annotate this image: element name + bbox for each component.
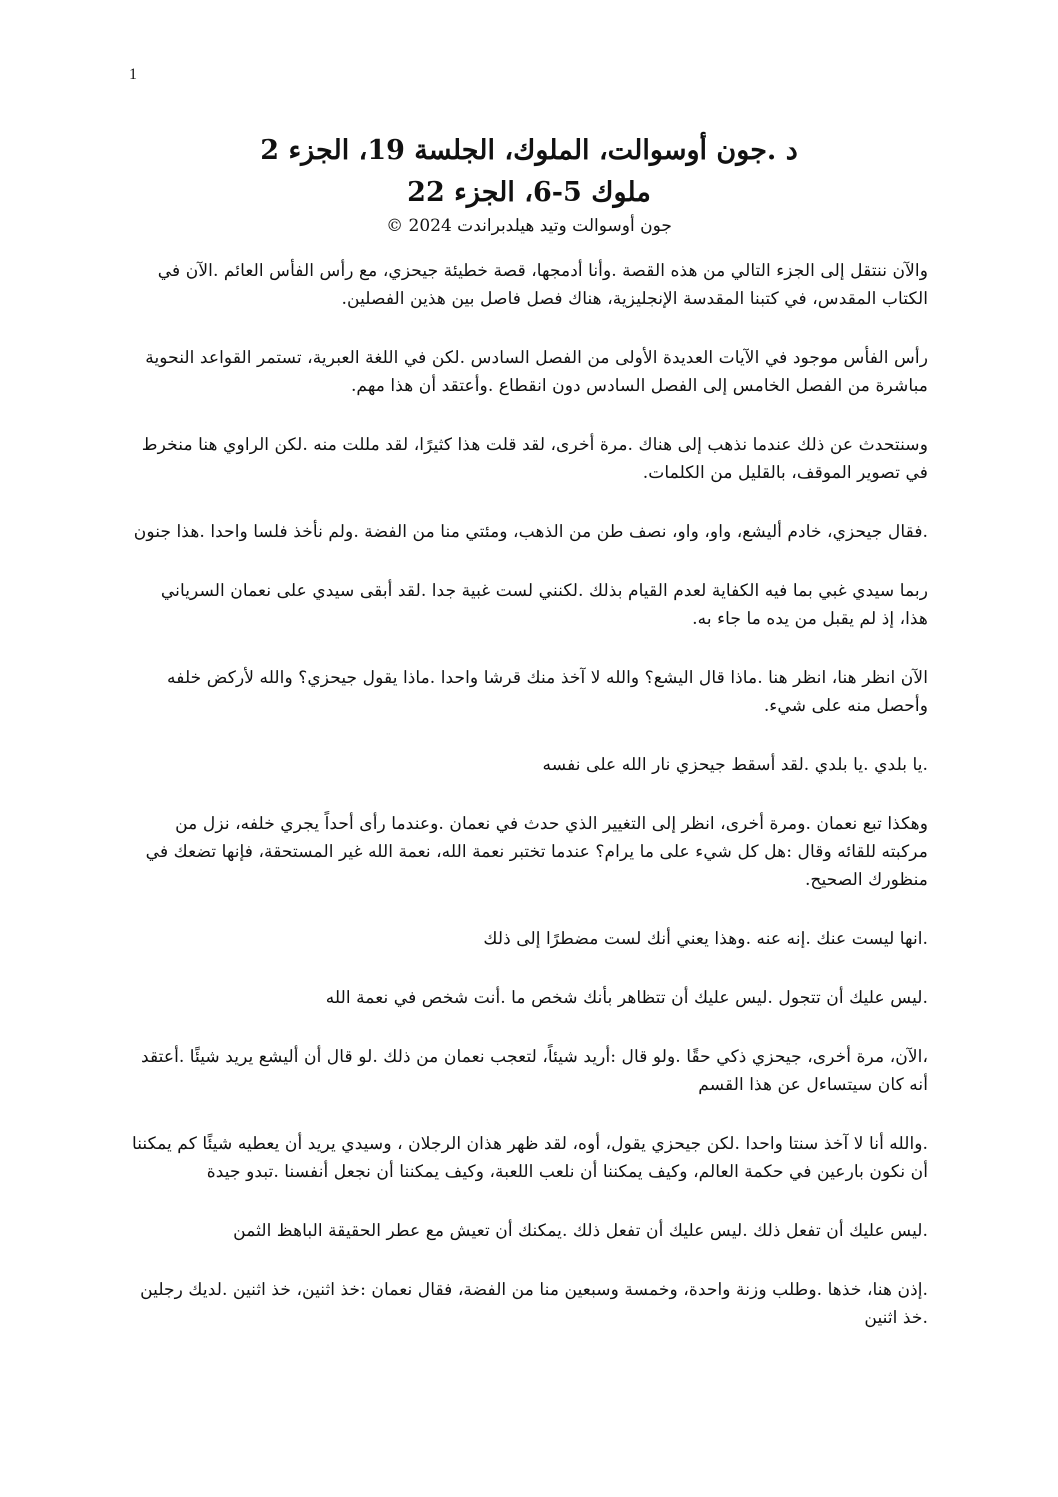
paragraph: وسنتحدث عن ذلك عندما نذهب إلى هناك .مرة أخرى، لقد قلت هذا كثيرًا، لقد مللت منه .لكن الراوي هنا منخرط في تصوير الموقف، بالقليل من الكلمات. (141, 435, 928, 483)
paragraph: الآن انظر هنا، انظر هنا .ماذا قال اليشع؟ والله لا آخذ منك قرشا واحدا .ماذا يقول جيحزي؟ والله لأركض خلفه وأحصل منه على شيء. (167, 668, 928, 716)
paragraph: رأس الفأس موجود في الآيات العديدة الأولى من الفصل السادس .لكن في اللغة العبرية، تستمر القواعد النحوية مباشرة من الفصل الخامس إلى الفصل السادس دون انقطاع .وأعتقد أن هذا مهم. (145, 348, 928, 396)
paragraph: .ليس عليك أن تتجول .ليس عليك أن تتظاهر بأنك شخص ما .أنت شخص في نعمة الله (325, 988, 928, 1008)
paragraph: .ليس عليك أن تفعل ذلك .ليس عليك أن تفعل ذلك .يمكنك أن تعيش مع عطر الحقيقة الباهظ الثمن (233, 1221, 928, 1241)
paragraph: وهكذا تبع نعمان .ومرة أخرى، انظر إلى التغيير الذي حدث في نعمان .وعندما رأى أحداً يجري خلفه، نزل من مركبته للقائه وقال :هل كل شيء على ما يرام؟ عندما تختبر نعمة الله، نعمة الله غير المستحقة، فإنها تضعك في منظورك الصحيح. (145, 814, 928, 890)
document-subtitle: ملوك 5-6، الجزء 22 (407, 177, 651, 208)
paragraph: ربما سيدي غبي بما فيه الكفاية لعدم القيام بذلك .لكنني لست غبية جدا .لقد أبقى سيدي على نعمان السرياني هذا، إذ لم يقبل من يده ما جاء به. (160, 581, 928, 629)
paragraph: .انها ليست عنك .إنه عنه .وهذا يعني أنك لست مضطرًا إلى ذلك (483, 929, 928, 949)
page-number: 1 (129, 66, 137, 83)
paragraph: .يا بلدي .يا بلدي .لقد أسقط جيحزي نار الله على نفسه (542, 755, 928, 775)
paragraph: .والله أنا لا آخذ سنتا واحدا .لكن جيحزي يقول، أوه، لقد ظهر هذان الرجلان ، وسيدي يريد أن يعطيه شيئًا كم يمكننا أن نكون بارعين في حكمة العالم، وكيف يمكننا أن نلعب اللعبة، وكيف يمكننا أن نجعل أنفسنا .تبدو جيدة (131, 1134, 928, 1182)
document-body (130, 257, 928, 1363)
document-title: د .جون أوسوالت، الملوك، الجلسة 19، الجزء 2 (260, 135, 798, 166)
title-block (100, 130, 958, 238)
copyright-line: جون أوسوالت وتيد هيلدبراندت 2024 © (386, 216, 672, 236)
paragraph: ،الآن، مرة أخرى، جيحزي ذكي حقًا .ولو قال :أريد شيئاً، لتعجب نعمان من ذلك .لو قال أن أليشع يريد شيئًا .أعتقد أنه كان سيتساءل عن هذا القسم (140, 1047, 928, 1095)
paragraph: .فقال جيحزي، خادم أليشع، واو، واو، نصف طن من الذهب، ومئتي منا من الفضة .ولم نأخذ فلسا واحدا .هذا جنون (133, 522, 928, 542)
paragraph: والآن ننتقل إلى الجزء التالي من هذه القصة .وأنا أدمجها، قصة خطيئة جيحزي، مع رأس الفأس العائم .الآن في الكتاب المقدس، في كتبنا المقدسة الإنجليزية، هناك فصل فاصل بين هذين الفصلين. (157, 261, 928, 309)
paragraph: .إذن هنا، خذها .وطلب وزنة واحدة، وخمسة وسبعين منا من الفضة، فقال نعمان :خذ اثنين، خذ اثنين .لديك رجلين .خذ اثنين (140, 1280, 928, 1328)
